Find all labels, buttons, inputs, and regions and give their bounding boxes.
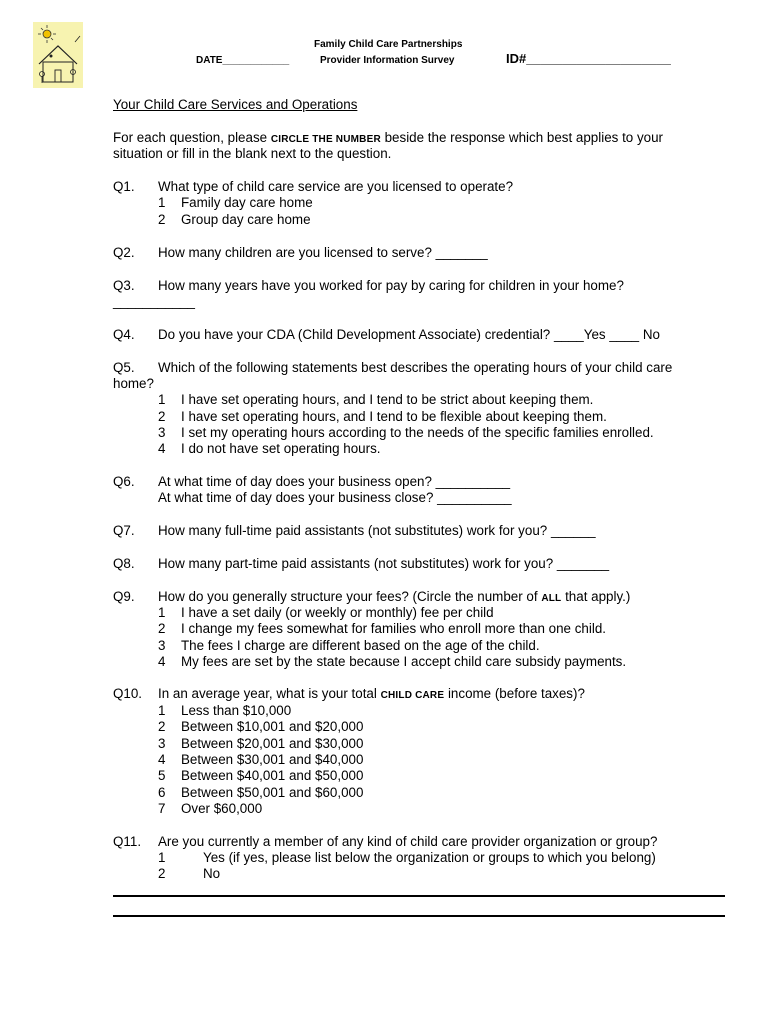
answer-line[interactable] [113,895,725,897]
instructions-text-cont: beside the response which best applies to your [380,130,664,145]
q4-text[interactable]: Do you have your CDA (Child Development Associate) credential? ____Yes ____ No [158,327,660,342]
q10-text [158,686,585,704]
q5-option-number[interactable]: 1 [158,392,166,407]
id-field[interactable]: ID#____________________ [506,51,671,66]
q10-number: Q10. [113,686,143,701]
q3-text: How many years have you worked for pay by caring for children in your home? [158,278,624,293]
q1-number: Q1. [113,179,135,194]
house-sun-logo-icon [33,22,83,88]
q10-option-label: Less than $10,000 [181,703,292,718]
q10-option-label: Between $40,001 and $50,000 [181,768,364,783]
q1-option-number[interactable]: 1 [158,195,166,210]
q10-text-part: In an average year, what is your total [158,686,381,701]
answer-line[interactable] [113,915,725,917]
q10-option-label: Over $60,000 [181,801,263,816]
survey-subtitle: Provider Information Survey [320,55,455,66]
q10-text-part: income (before taxes)? [444,686,585,701]
q9-option-label: I have a set daily (or weekly or monthly) fee per child [181,605,494,620]
q5-option-number[interactable]: 3 [158,425,166,440]
q5-option-number[interactable]: 2 [158,409,166,424]
logo [33,22,83,88]
q5-option-label: I have set operating hours, and I tend to be strict about keeping them. [181,392,594,407]
q5-number: Q5. [113,360,135,375]
instructions-text: For each question, please [113,130,271,145]
q9-option-label: The fees I charge are different based on the age of the child. [181,638,540,653]
q9-option-number[interactable]: 3 [158,638,166,653]
q7-number: Q7. [113,523,135,538]
q10-option-number[interactable]: 6 [158,785,166,800]
q10-option-label: Between $30,001 and $40,000 [181,752,364,767]
q3-blank[interactable]: ___________ [113,294,195,309]
q9-option-label: I change my fees somewhat for families who enroll more than one child. [181,621,606,636]
q9-option-number[interactable]: 4 [158,654,166,669]
q9-text-part: that apply.) [561,589,631,604]
q5-text: Which of the following statements best describes the operating hours of your child care [158,360,673,375]
q8-number: Q8. [113,556,135,571]
q11-text: Are you currently a member of any kind of child care provider organization or group? [158,834,658,849]
q10-option-label: Between $50,001 and $60,000 [181,785,364,800]
q6-close-time[interactable]: At what time of day does your business close? __________ [158,490,512,505]
q11-option-label: No [203,866,221,881]
q11-option-label: Yes (if yes, please list below the organization or groups to which you belong) [203,850,656,865]
q11-option-number[interactable]: 1 [158,850,166,865]
q5-text-cont: home? [113,376,154,391]
q5-option-number[interactable]: 4 [158,441,166,456]
instructions-line2: situation or fill in the blank next to the question. [113,146,392,161]
q6-open-time[interactable]: At what time of day does your business open? __________ [158,474,511,489]
q9-text-part: How do you generally structure your fees? (Circle the number of [158,589,542,604]
q9-option-number[interactable]: 2 [158,621,166,636]
q9-emphasis: ALL [541,593,562,604]
q10-option-number[interactable]: 5 [158,768,166,783]
q6-number: Q6. [113,474,135,489]
q2-text[interactable]: How many children are you licensed to serve? _______ [158,245,488,260]
q9-number: Q9. [113,589,135,604]
q10-emphasis: CHILD CARE [380,690,445,701]
q3-number: Q3. [113,278,135,293]
survey-title: Family Child Care Partnerships [314,39,463,50]
q1-option-number[interactable]: 2 [158,212,166,227]
q10-option-label: Between $10,001 and $20,000 [181,719,364,734]
q10-option-number[interactable]: 2 [158,719,166,734]
q4-number: Q4. [113,327,135,342]
q2-number: Q2. [113,245,135,260]
q7-text[interactable]: How many full-time paid assistants (not substitutes) work for you? ______ [158,523,596,538]
q10-option-number[interactable]: 4 [158,752,166,767]
q8-text[interactable]: How many part-time paid assistants (not substitutes) work for you? _______ [158,556,610,571]
q5-option-label: I set my operating hours according to the needs of the specific families enrolled. [181,425,654,440]
q10-option-label: Between $20,001 and $30,000 [181,736,364,751]
q1-text: What type of child care service are you licensed to operate? [158,179,514,194]
q10-option-number[interactable]: 1 [158,703,166,718]
q9-option-number[interactable]: 1 [158,605,166,620]
q10-option-number[interactable]: 3 [158,736,166,751]
q10-option-number[interactable]: 7 [158,801,166,816]
section-title: Your Child Care Services and Operations [113,97,358,112]
q11-option-number[interactable]: 2 [158,866,166,881]
q1-option-label: Group day care home [181,212,311,227]
q11-number: Q11. [113,834,142,849]
q1-option-label: Family day care home [181,195,313,210]
q5-option-label: I do not have set operating hours. [181,441,381,456]
date-field[interactable]: DATE____________ [196,55,290,66]
instructions-emphasis: CIRCLE THE NUMBER [270,134,381,145]
q5-option-label: I have set operating hours, and I tend to be flexible about keeping them. [181,409,607,424]
q9-option-label: My fees are set by the state because I accept child care subsidy payments. [181,654,627,669]
